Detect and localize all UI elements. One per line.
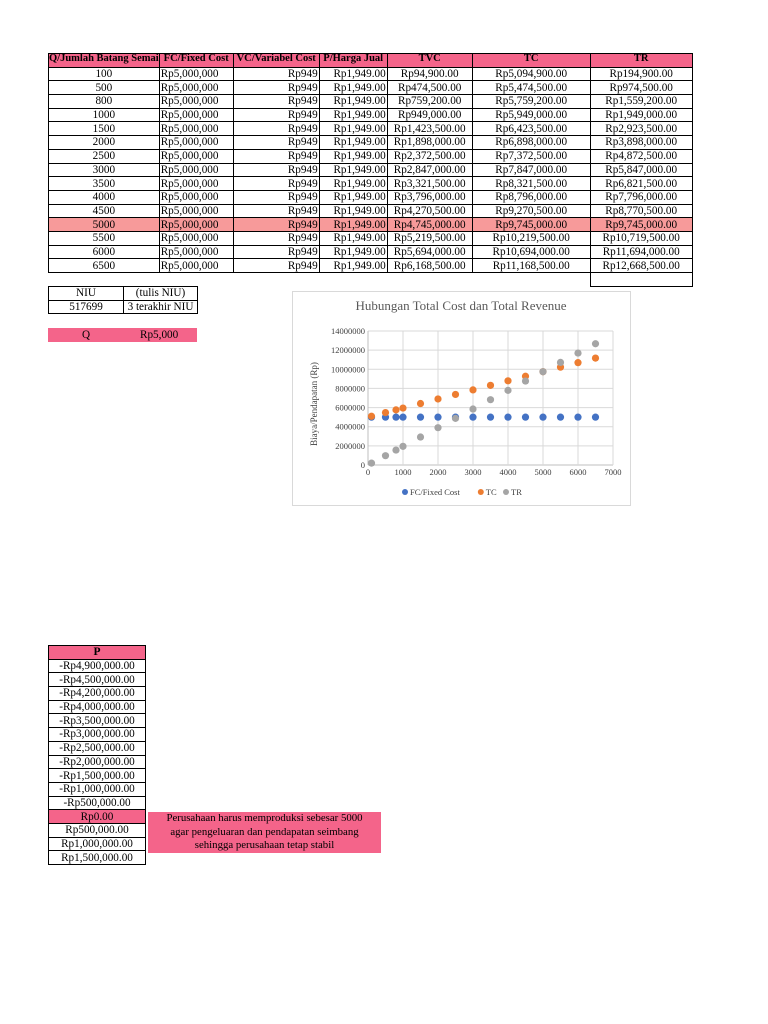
data-point-fc-fixed-cost: [487, 414, 494, 421]
x-tick-label: 0: [365, 467, 371, 477]
data-point-tc: [417, 400, 424, 407]
cell-q[interactable]: 5500: [49, 231, 160, 245]
cell-fc[interactable]: Rp5,000,000: [159, 122, 233, 136]
data-point-tr: [452, 415, 459, 422]
cell-tc[interactable]: Rp5,949,000.00: [472, 108, 590, 122]
cell-vc[interactable]: Rp949: [233, 177, 319, 191]
data-point-fc-fixed-cost: [392, 414, 399, 421]
cell-tc[interactable]: Rp8,321,500.00: [472, 177, 590, 191]
legend-marker: [402, 489, 408, 495]
table-row: [49, 245, 693, 259]
data-point-tr: [399, 443, 406, 450]
cell-vc[interactable]: Rp949: [233, 163, 319, 177]
y-tick-label: 6000000: [335, 402, 365, 413]
cell-tvc[interactable]: Rp4,745,000.00: [387, 218, 472, 232]
cell-fc[interactable]: Rp5,000,000: [159, 67, 233, 81]
cell-p[interactable]: Rp1,949.00: [319, 218, 387, 232]
table-row: [49, 67, 693, 81]
data-point-tr: [417, 433, 424, 440]
p-cell[interactable]: -Rp4,500,000.00: [49, 673, 146, 687]
y-tick-label: 0: [360, 460, 365, 470]
cell-tvc[interactable]: Rp3,796,000.00: [387, 190, 472, 204]
p-row: [49, 755, 146, 769]
q-label: Q: [82, 329, 91, 341]
table-row: [49, 163, 693, 177]
data-point-fc-fixed-cost: [592, 414, 599, 421]
x-tick-label: 4000: [499, 467, 517, 477]
header-vc[interactable]: VC/Variabel Cost: [233, 54, 319, 68]
cell-q[interactable]: 1500: [49, 122, 160, 136]
cell-tvc[interactable]: Rp949,000.00: [387, 108, 472, 122]
cell-q[interactable]: 2000: [49, 136, 160, 150]
p-cell[interactable]: -Rp1,500,000.00: [49, 769, 146, 783]
empty-cell[interactable]: [159, 273, 233, 287]
conclusion-note[interactable]: [148, 812, 381, 853]
cell-p[interactable]: Rp1,949.00: [319, 245, 387, 259]
p-row: [49, 796, 146, 810]
table-row: [49, 95, 693, 109]
cell-tc[interactable]: Rp9,745,000.00: [472, 218, 590, 232]
cell-p[interactable]: Rp1,949.00: [319, 190, 387, 204]
chart-svg: [293, 292, 630, 505]
p-row: [49, 837, 146, 851]
cell-tr[interactable]: Rp1,559,200.00: [590, 95, 692, 109]
p-cell[interactable]: -Rp4,900,000.00: [49, 659, 146, 673]
data-point-tc: [382, 409, 389, 416]
cell-fc[interactable]: Rp5,000,000: [159, 218, 233, 232]
data-point-tr: [592, 340, 599, 347]
data-point-tr: [382, 452, 389, 459]
table-row: [49, 204, 693, 218]
cell-tr[interactable]: Rp1,949,000.00: [590, 108, 692, 122]
cell-q[interactable]: 4000: [49, 190, 160, 204]
table-row: [49, 149, 693, 163]
cell-q[interactable]: 3000: [49, 163, 160, 177]
table-row: [49, 218, 693, 232]
cell-p[interactable]: Rp1,949.00: [319, 95, 387, 109]
cell-tr[interactable]: Rp194,900.00: [590, 67, 692, 81]
table-row: [49, 136, 693, 150]
cell-tc[interactable]: Rp9,270,500.00: [472, 204, 590, 218]
cell-tvc[interactable]: Rp5,694,000.00: [387, 245, 472, 259]
table-row-empty: [49, 273, 693, 287]
data-point-tr: [487, 396, 494, 403]
table-row: [49, 108, 693, 122]
chart-title: Hubungan Total Cost dan Total Revenue: [355, 298, 567, 313]
cell-p[interactable]: Rp1,949.00: [319, 136, 387, 150]
legend-marker: [503, 489, 509, 495]
data-point-fc-fixed-cost: [399, 414, 406, 421]
data-point-fc-fixed-cost: [539, 414, 546, 421]
cell-tr[interactable]: Rp8,770,500.00: [590, 204, 692, 218]
header-p[interactable]: P/Harga Jual: [319, 54, 387, 68]
cell-vc[interactable]: Rp949: [233, 245, 319, 259]
table-row: [49, 81, 693, 95]
cell-fc[interactable]: Rp5,000,000: [159, 259, 233, 273]
cell-tc[interactable]: Rp8,796,000.00: [472, 190, 590, 204]
table-row: [49, 177, 693, 191]
p-cell[interactable]: Rp1,500,000.00: [49, 851, 146, 865]
cell-tvc[interactable]: Rp5,219,500.00: [387, 231, 472, 245]
y-tick-label: 2000000: [335, 440, 365, 451]
y-tick-label: 12000000: [331, 345, 365, 356]
cell-tc[interactable]: Rp7,847,000.00: [472, 163, 590, 177]
p-cell[interactable]: -Rp2,000,000.00: [49, 755, 146, 769]
cell-tvc[interactable]: Rp4,270,500.00: [387, 204, 472, 218]
p-row: [49, 673, 146, 687]
q-value: Rp5,000: [140, 329, 179, 341]
table-row: [49, 231, 693, 245]
cell-vc[interactable]: Rp949: [233, 190, 319, 204]
cell-fc[interactable]: Rp5,000,000: [159, 245, 233, 259]
cell-q[interactable]: 6500: [49, 259, 160, 273]
data-point-tc: [574, 359, 581, 366]
x-tick-label: 6000: [569, 467, 587, 477]
cell-q[interactable]: 4500: [49, 204, 160, 218]
cell-p[interactable]: Rp1,949.00: [319, 231, 387, 245]
cell-p[interactable]: Rp1,949.00: [319, 108, 387, 122]
cell-tc[interactable]: Rp5,094,900.00: [472, 67, 590, 81]
cell-vc[interactable]: Rp949: [233, 231, 319, 245]
data-point-fc-fixed-cost: [504, 414, 511, 421]
cell-tvc[interactable]: Rp2,847,000.00: [387, 163, 472, 177]
empty-cell[interactable]: [319, 273, 387, 287]
cell-tc[interactable]: Rp6,423,500.00: [472, 122, 590, 136]
cell-p[interactable]: Rp1,949.00: [319, 204, 387, 218]
empty-cell[interactable]: [49, 273, 160, 287]
cell-tvc[interactable]: Rp6,168,500.00: [387, 259, 472, 273]
table-row: [49, 190, 693, 204]
niu-value[interactable]: 517699: [49, 300, 124, 314]
data-point-tr: [434, 424, 441, 431]
data-point-tr: [504, 387, 511, 394]
cell-fc[interactable]: Rp5,000,000: [159, 231, 233, 245]
p-cell[interactable]: -Rp3,000,000.00: [49, 728, 146, 742]
data-point-tr: [539, 368, 546, 375]
p-row: [49, 659, 146, 673]
data-point-tc: [487, 382, 494, 389]
header-fc[interactable]: FC/Fixed Cost: [159, 54, 233, 68]
p-cell[interactable]: -Rp500,000.00: [49, 796, 146, 810]
empty-cell[interactable]: [472, 273, 590, 287]
cell-tr[interactable]: Rp9,745,000.00: [590, 218, 692, 232]
cell-tr[interactable]: Rp3,898,000.00: [590, 136, 692, 150]
empty-cell[interactable]: [590, 273, 692, 287]
p-row: [49, 714, 146, 728]
niu-label[interactable]: NIU: [49, 287, 124, 301]
x-tick-label: 1000: [394, 467, 412, 477]
cell-tr[interactable]: Rp11,694,000.00: [590, 245, 692, 259]
empty-cell[interactable]: [233, 273, 319, 287]
cell-fc[interactable]: Rp5,000,000: [159, 190, 233, 204]
cell-vc[interactable]: Rp949: [233, 136, 319, 150]
data-point-tc: [469, 386, 476, 393]
cell-tc[interactable]: Rp11,168,500.00: [472, 259, 590, 273]
cell-q[interactable]: 5000: [49, 218, 160, 232]
y-tick-label: 10000000: [331, 364, 365, 375]
data-point-fc-fixed-cost: [557, 414, 564, 421]
data-point-tr: [368, 460, 375, 467]
p-cell[interactable]: -Rp2,500,000.00: [49, 741, 146, 755]
header-tvc[interactable]: TVC: [387, 54, 472, 68]
p-row: [49, 810, 146, 824]
y-tick-label: 14000000: [331, 326, 365, 336]
cell-vc[interactable]: Rp949: [233, 204, 319, 218]
cell-tr[interactable]: Rp5,847,000.00: [590, 163, 692, 177]
cell-tvc[interactable]: Rp2,372,500.00: [387, 149, 472, 163]
p-row: [49, 782, 146, 796]
niu-table: [48, 286, 198, 314]
cell-vc[interactable]: Rp949: [233, 259, 319, 273]
cell-fc[interactable]: Rp5,000,000: [159, 149, 233, 163]
data-point-tc: [592, 355, 599, 362]
cell-tc[interactable]: Rp5,759,200.00: [472, 95, 590, 109]
data-point-tc: [368, 413, 375, 420]
p-cell[interactable]: Rp0.00: [49, 810, 146, 824]
cell-p[interactable]: Rp1,949.00: [319, 81, 387, 95]
cell-fc[interactable]: Rp5,000,000: [159, 204, 233, 218]
data-point-fc-fixed-cost: [574, 414, 581, 421]
table-header-row: [49, 54, 693, 68]
data-point-tr: [557, 359, 564, 366]
cell-p[interactable]: Rp1,949.00: [319, 149, 387, 163]
cell-fc[interactable]: Rp5,000,000: [159, 81, 233, 95]
cell-tc[interactable]: Rp10,219,500.00: [472, 231, 590, 245]
cell-tr[interactable]: Rp974,500.00: [590, 81, 692, 95]
y-tick-label: 4000000: [335, 421, 365, 432]
cell-vc[interactable]: Rp949: [233, 122, 319, 136]
cell-tc[interactable]: Rp5,474,500.00: [472, 81, 590, 95]
y-tick-label: 8000000: [335, 383, 365, 394]
table-row: [49, 122, 693, 136]
cell-tc[interactable]: Rp6,898,000.00: [472, 136, 590, 150]
p-cell[interactable]: Rp500,000.00: [49, 823, 146, 837]
q-cell[interactable]: [48, 328, 197, 342]
note-line: Perusahaan harus memproduksi sebesar 5000: [166, 812, 363, 824]
p-cell[interactable]: -Rp1,000,000.00: [49, 782, 146, 796]
note-line: agar pengeluaran dan pendapatan seimbang: [170, 825, 359, 838]
data-point-tr: [574, 349, 581, 356]
data-point-tr: [522, 377, 529, 384]
p-row: [49, 687, 146, 701]
cell-q[interactable]: 2500: [49, 149, 160, 163]
x-tick-label: 3000: [464, 467, 482, 477]
data-point-tc: [399, 404, 406, 411]
cell-vc[interactable]: Rp949: [233, 108, 319, 122]
cell-vc[interactable]: Rp949: [233, 95, 319, 109]
cell-q[interactable]: 1000: [49, 108, 160, 122]
data-point-tr: [392, 446, 399, 453]
data-point-fc-fixed-cost: [434, 414, 441, 421]
cell-fc[interactable]: Rp5,000,000: [159, 177, 233, 191]
p-cell[interactable]: -Rp4,000,000.00: [49, 700, 146, 714]
cell-fc[interactable]: Rp5,000,000: [159, 95, 233, 109]
cell-p[interactable]: Rp1,949.00: [319, 177, 387, 191]
cell-tr[interactable]: Rp4,872,500.00: [590, 149, 692, 163]
cell-fc[interactable]: Rp5,000,000: [159, 163, 233, 177]
data-point-tr: [469, 405, 476, 412]
cell-tr[interactable]: Rp6,821,500.00: [590, 177, 692, 191]
cell-fc[interactable]: Rp5,000,000: [159, 108, 233, 122]
cell-vc[interactable]: Rp949: [233, 67, 319, 81]
cell-q[interactable]: 800: [49, 95, 160, 109]
p-row: [49, 728, 146, 742]
cell-q[interactable]: 500: [49, 81, 160, 95]
cell-vc[interactable]: Rp949: [233, 81, 319, 95]
data-point-tc: [392, 406, 399, 413]
p-row: [49, 769, 146, 783]
cell-tvc[interactable]: Rp474,500.00: [387, 81, 472, 95]
cell-q[interactable]: 6000: [49, 245, 160, 259]
data-point-fc-fixed-cost: [522, 414, 529, 421]
niu-hint[interactable]: (tulis NIU): [124, 287, 198, 301]
x-tick-label: 2000: [429, 467, 447, 477]
cell-tr[interactable]: Rp12,668,500.00: [590, 259, 692, 273]
legend-label: TR: [511, 487, 522, 497]
legend-label: FC/Fixed Cost: [410, 487, 460, 497]
cell-p[interactable]: Rp1,949.00: [319, 163, 387, 177]
cell-tc[interactable]: Rp10,694,000.00: [472, 245, 590, 259]
table-row: [49, 259, 693, 273]
cell-tr[interactable]: Rp2,923,500.00: [590, 122, 692, 136]
p-row: [49, 823, 146, 837]
cell-vc[interactable]: Rp949: [233, 218, 319, 232]
header-tc[interactable]: TC: [472, 54, 590, 68]
p-row: [49, 700, 146, 714]
note-line: sehingga perusahaan tetap stabil: [194, 839, 335, 852]
p-header[interactable]: P: [49, 646, 146, 660]
x-tick-label: 7000: [604, 467, 622, 477]
empty-cell[interactable]: [387, 273, 472, 287]
p-row: [49, 741, 146, 755]
cell-vc[interactable]: Rp949: [233, 149, 319, 163]
cell-tvc[interactable]: Rp3,321,500.00: [387, 177, 472, 191]
cost-revenue-chart[interactable]: [292, 291, 631, 506]
p-cell[interactable]: Rp1,000,000.00: [49, 837, 146, 851]
header-q[interactable]: Q/Jumlah Batang Semai: [49, 54, 160, 68]
cell-p[interactable]: Rp1,949.00: [319, 122, 387, 136]
cost-revenue-table: [48, 53, 693, 287]
cell-p[interactable]: Rp1,949.00: [319, 259, 387, 273]
data-point-tc: [504, 377, 511, 384]
cell-tc[interactable]: Rp7,372,500.00: [472, 149, 590, 163]
chart-y-axis-label: Biaya/Pendapatan (Rp): [309, 362, 319, 446]
cell-tvc[interactable]: Rp1,898,000.00: [387, 136, 472, 150]
niu-hint-2[interactable]: 3 terakhir NIU: [124, 300, 198, 314]
p-table: [48, 645, 146, 865]
cell-tr[interactable]: Rp7,796,000.00: [590, 190, 692, 204]
header-tr[interactable]: TR: [590, 54, 692, 68]
cell-tvc[interactable]: Rp1,423,500.00: [387, 122, 472, 136]
p-cell[interactable]: -Rp3,500,000.00: [49, 714, 146, 728]
cell-tvc[interactable]: Rp759,200.00: [387, 95, 472, 109]
cell-q[interactable]: 3500: [49, 177, 160, 191]
data-point-tc: [452, 391, 459, 398]
legend-marker: [478, 489, 484, 495]
data-point-fc-fixed-cost: [469, 414, 476, 421]
legend-label: TC: [485, 487, 497, 497]
cell-q[interactable]: 100: [49, 67, 160, 81]
cell-tvc[interactable]: Rp94,900.00: [387, 67, 472, 81]
cell-p[interactable]: Rp1,949.00: [319, 67, 387, 81]
data-point-fc-fixed-cost: [417, 414, 424, 421]
cell-tr[interactable]: Rp10,719,500.00: [590, 231, 692, 245]
p-row: [49, 851, 146, 865]
p-cell[interactable]: -Rp4,200,000.00: [49, 687, 146, 701]
data-point-tc: [434, 395, 441, 402]
cell-fc[interactable]: Rp5,000,000: [159, 136, 233, 150]
x-tick-label: 5000: [534, 467, 552, 477]
